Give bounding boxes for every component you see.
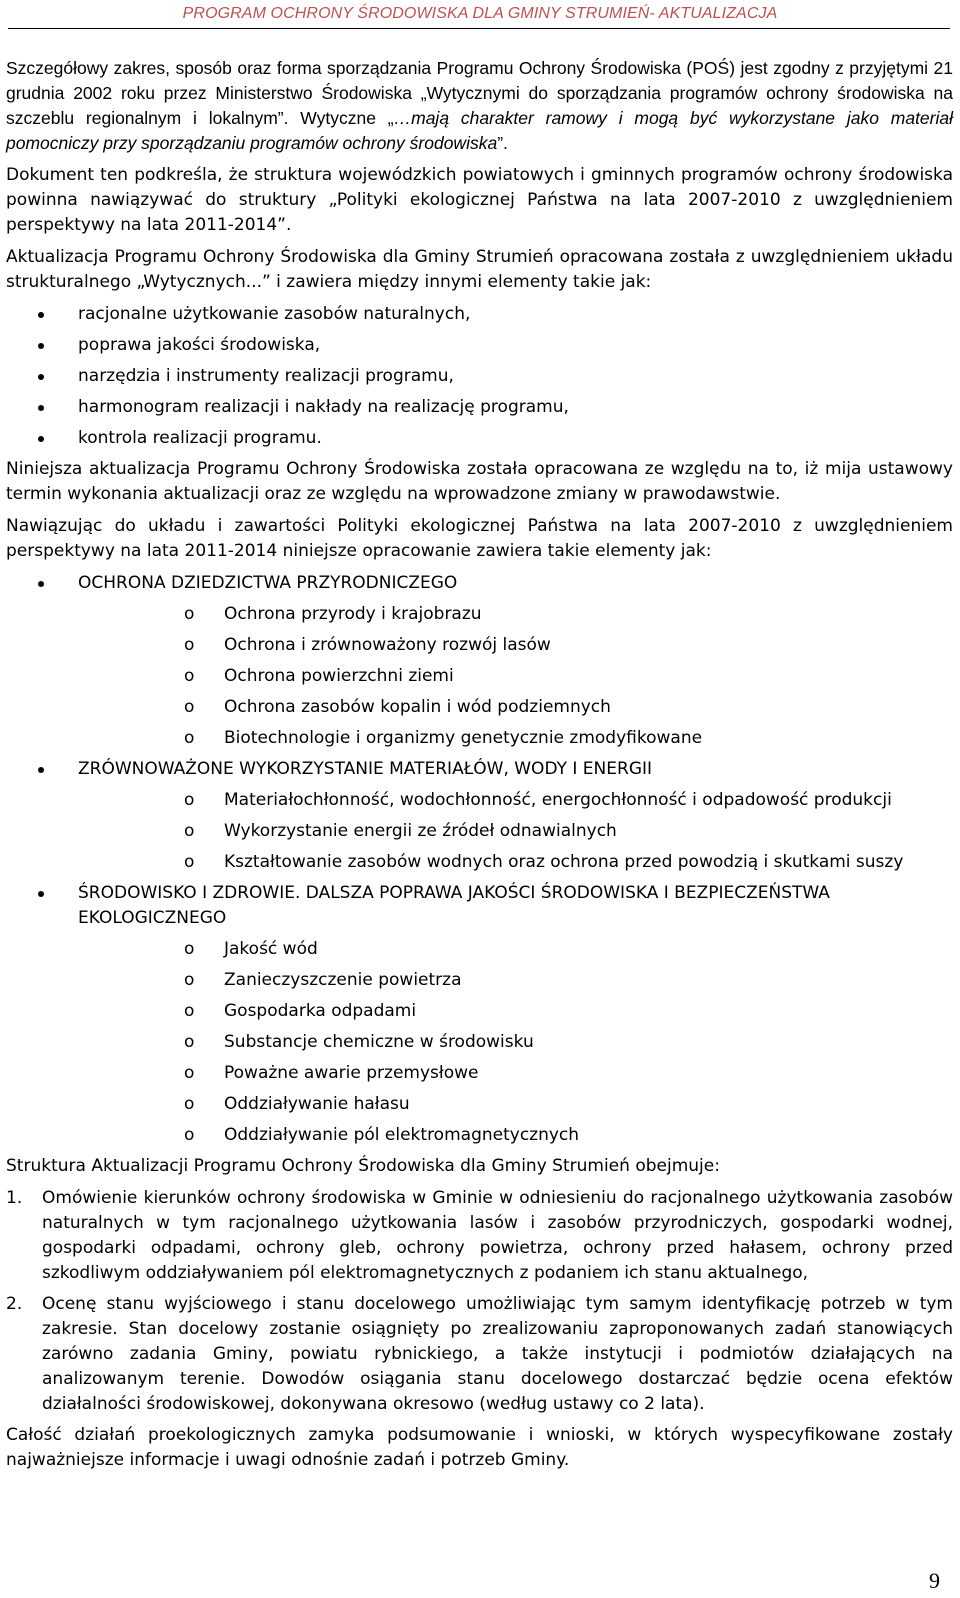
section-title: ZRÓWNOWAŻONE WYKORZYSTANIE MATERIAŁÓW, WODY I ENERGII: [78, 759, 653, 779]
numbered-list: [6, 1186, 953, 1417]
numbered-item: [6, 1292, 953, 1417]
subsection-item: o Substancje chemiczne w środowisku: [78, 1030, 953, 1055]
subsection-item: o Oddziaływanie pól elektromagnetycznych: [78, 1123, 953, 1148]
list-item: harmonogram realizacji i nakłady na realizację programu,: [6, 395, 953, 420]
section-title: ŚRODOWISKO I ZDROWIE. DALSZA POPRAWA JAKOŚCI ŚRODOWISKA I BEZPIECZEŃSTWA EKOLOGICZNEGO: [78, 883, 830, 928]
list-item: poprawa jakości środowiska,: [6, 333, 953, 358]
subsection-list: [78, 602, 953, 751]
update-paragraph: Aktualizacja Programu Ochrony Środowiska dla Gminy Strumień opracowana została z uwzględnieniem układu strukturalnego „Wytycznych...” i zawiera między innymi elementy takie jak:: [6, 247, 953, 292]
subsection-list: [78, 937, 953, 1148]
section-title: OCHRONA DZIEDZICTWA PRZYRODNICZEGO: [78, 573, 458, 593]
subsection-item: o Jakość wód: [78, 937, 953, 962]
elements-list: [6, 302, 953, 451]
numbered-item: [6, 1186, 953, 1286]
list-item: narzędzia i instrumenty realizacji programu,: [6, 364, 953, 389]
structure-intro-paragraph: Struktura Aktualizacji Programu Ochrony Środowiska dla Gminy Strumień obejmuje:: [6, 1156, 720, 1176]
subsection-item: o Gospodarka odpadami: [78, 999, 953, 1024]
page-header: [0, 0, 960, 32]
item-number: 2.: [6, 1294, 23, 1314]
list-item: kontrola realizacji programu.: [6, 426, 953, 451]
subsection-item: o Materiałochłonność, wodochłonność, energochłonność i odpadowość produkcji: [78, 788, 953, 813]
subsection-item: o Oddziaływanie hałasu: [78, 1092, 953, 1117]
intro-text-1: Szczegółowy zakres, sposób oraz forma sporządzania Programu Ochrony Środowiska (POŚ) jest zgodny z przyjętymi 21 grudnia 2002 roku przez Ministerstwo Środowiska „Wytycznymi do sporządzania programów ochrony środowiska na szczeblu regionalnym i lokalnym”. Wytyczne „: [6, 58, 953, 128]
subsection-item: o Ochrona zasobów kopalin i wód podziemnych: [78, 695, 953, 720]
section-item: [6, 881, 953, 1148]
intro-text-3: ”.: [497, 133, 508, 153]
intro-paragraph: [6, 56, 953, 156]
subsection-item: o Kształtowanie zasobów wodnych oraz ochrona przed powodzią i skutkami suszy: [78, 850, 953, 875]
sections-list: [6, 571, 953, 1148]
subsection-list: [78, 788, 953, 875]
item-text: Ocenę stanu wyjściowego i stanu docelowego umożliwiając tym samym identyfikację potrzeb w tym zakresie. Stan docelowy zostanie osiągnięty po zrealizowaniu zaproponowanych zadań stanowiących zarówno zadania Gminy, powiatu rybnickiego, a także instytucji i podmiotów działających na analizowanym terenie. Dowodów osiągania stanu docelowego dostarczać będzie ocena efektów działalności środowiskowej, dokonywana okresowo (według ustawy co 2 lata).: [42, 1294, 953, 1414]
subsection-item: o Wykorzystanie energii ze źródeł odnawialnych: [78, 819, 953, 844]
header-title: PROGRAM OCHRONY ŚRODOWISKA DLA GMINY STRUMIEŃ- AKTUALIZACJA: [182, 5, 778, 22]
reason-paragraph: Niniejsza aktualizacja Programu Ochrony Środowiska została opracowana ze względu na to, iż mija ustawowy termin wykonania aktualizacji oraz ze względu na wprowadzone zmiany w prawodawstwie.: [6, 459, 953, 504]
subsection-item: o Poważne awarie przemysłowe: [78, 1061, 953, 1086]
list-item: racjonalne użytkowanie zasobów naturalnych,: [6, 302, 953, 327]
subsection-item: o Ochrona i zrównoważony rozwój lasów: [78, 633, 953, 658]
structure-paragraph: Dokument ten podkreśla, że struktura wojewódzkich powiatowych i gminnych programów ochrony środowiska powinna nawiązywać do struktury „Polityki ekologicznej Państwa na lata 2007-2010 z uwzględnieniem perspektywy na lata 2011-2014”.: [6, 165, 953, 235]
section-item: [6, 571, 953, 751]
document-body: [6, 56, 953, 1480]
section-item: [6, 757, 953, 875]
page-number: 9: [929, 1568, 940, 1593]
item-number: 1.: [6, 1188, 23, 1208]
subsection-item: o Ochrona przyrody i krajobrazu: [78, 602, 953, 627]
intro-quote: …mają charakter ramowy i mogą być wykorzystane jako materiał pomocniczy przy sporządzaniu programów ochrony środowiska: [6, 108, 953, 153]
final-paragraph: Całość działań proekologicznych zamyka podsumowanie i wnioski, w których wyspecyfikowane zostały najważniejsze informacje i uwagi odnośnie zadań i potrzeb Gminy.: [6, 1425, 953, 1470]
subsection-item: o Zanieczyszczenie powietrza: [78, 968, 953, 993]
header-rule: [8, 28, 950, 29]
subsection-item: o Biotechnologie i organizmy genetycznie zmodyfikowane: [78, 726, 953, 751]
policy-paragraph: Nawiązując do układu i zawartości Polityki ekologicznej Państwa na lata 2007-2010 z uwzględnieniem perspektywy na lata 2011-2014 niniejsze opracowanie zawiera takie elementy jak:: [6, 516, 953, 561]
item-text: Omówienie kierunków ochrony środowiska w Gminie w odniesieniu do racjonalnego użytkowania zasobów naturalnych w tym racjonalnego użytkowania lasów i zasobów przyrodniczych, gospodarki wodnej, gospodarki odpadami, ochrony gleb, ochrony powietrza, ochrony przed hałasem, ochrony przed szkodliwym oddziaływaniem pól elektromagnetycznych z podaniem ich stanu aktualnego,: [42, 1188, 953, 1283]
subsection-item: o Ochrona powierzchni ziemi: [78, 664, 953, 689]
